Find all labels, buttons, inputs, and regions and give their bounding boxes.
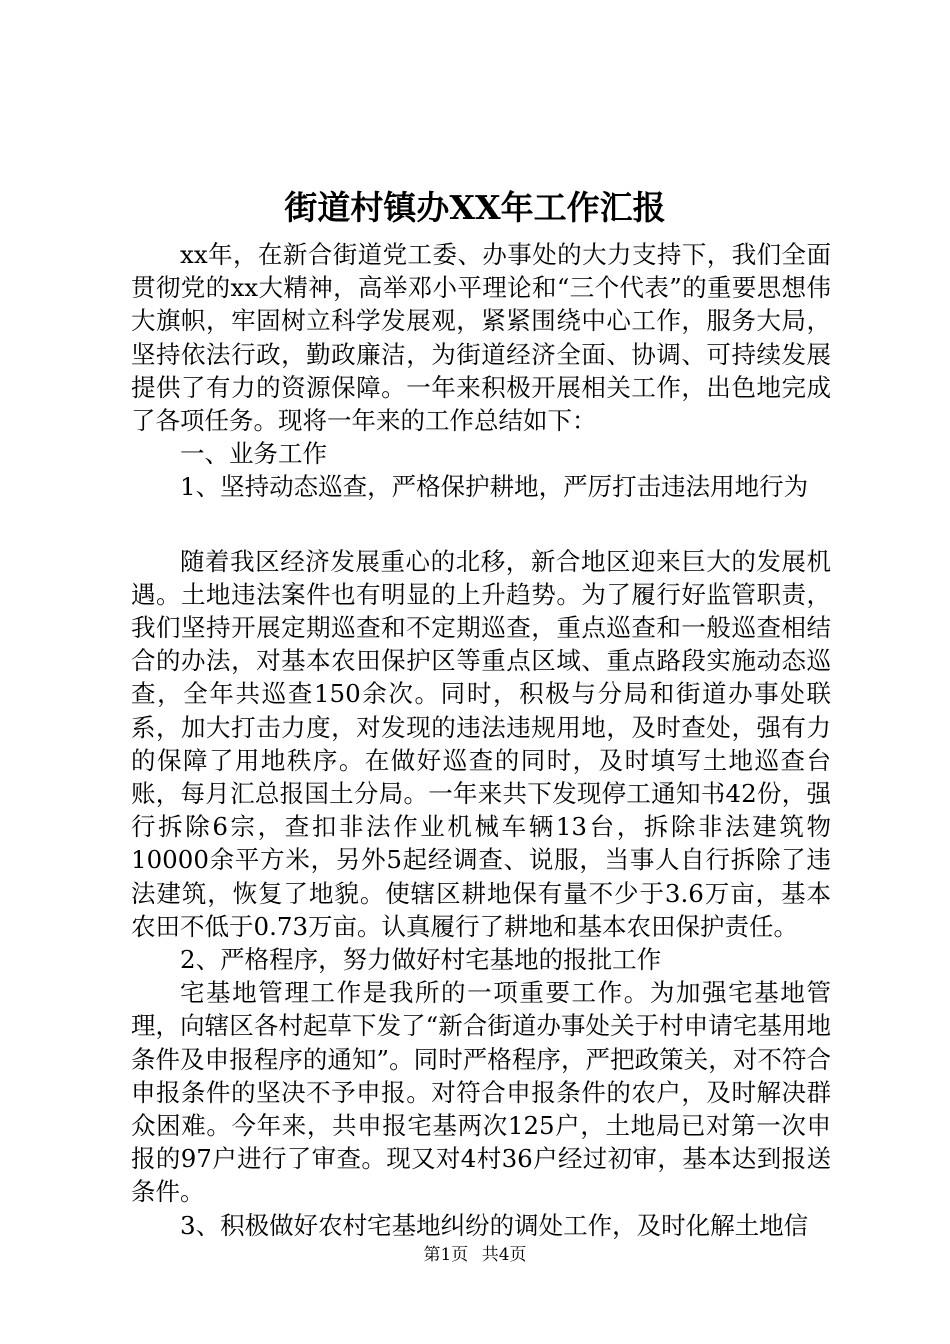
page-total: 共4页: [481, 1245, 527, 1265]
paragraph-homestead: 宅基地管理工作是我所的一项重要工作。为加强宅基地管理，向辖区各村起草下发了“新合街道办事处关于村申请宅基用地条件及申报程序的通知”。同时严格程序，严把政策关，对不符合申报条件的坚决不予申报。对符合申报条件的农户，及时解决群众困难。今年来，共申报宅基两次125户，土地局已对第一次申报的97户进行了审查。现又对4村36户经过初审，基本达到报送条件。: [131, 978, 831, 1207]
page-footer: [0, 1242, 950, 1268]
subheading-dispute-mediation: 3、积极做好农村宅基地纠纷的调处工作，及时化解土地信: [180, 1210, 809, 1240]
paragraph-patrol: 随着我区经济发展重心的北移，新合地区迎来巨大的发展机遇。土地违法案件也有明显的上升趋势。为了履行好监管职责，我们坚持开展定期巡查和不定期巡查，重点巡查和一般巡查相结合的办法，对基本农田保护区等重点区域、重点路段实施动态巡查，全年共巡查150余次。同时，积极与分局和街道办事处联系，加大打击力度，对发现的违法违规用地，及时查处，强有力的保障了用地秩序。在做好巡查的同时，及时填写土地巡查台账，每月汇总报国土分局。一年来共下发现停工通知书42份，强行拆除6宗，查扣非法作业机械车辆13台，拆除非法建筑物10000余平方米，另外5起经调查、说服，当事人自行拆除了违法建筑，恢复了地貌。使辖区耕地保有量不少于3.6万亩，基本农田不低于0.73万亩。认真履行了耕地和基本农田保护责任。: [131, 546, 831, 941]
document-body: [131, 238, 831, 1242]
subheading-homestead-approval: 2、严格程序，努力做好村宅基地的报批工作: [180, 945, 662, 975]
section-heading-business: 一、业务工作: [180, 439, 327, 469]
paragraph-intro: xx年，在新合街道党工委、办事处的大力支持下，我们全面贯彻党的xx大精神，高举邓小平理论和“三个代表”的重要思想伟大旗帜，牢固树立科学发展观，紧紧围绕中心工作，服务大局，坚持依法行政，勤政廉洁，为街道经济全面、协调、可持续发展提供了有力的资源保障。一年来积极开展相关工作，出色地完成了各项任务。现将一年来的工作总结如下：: [131, 240, 831, 436]
paragraph-gap: [131, 504, 831, 545]
subheading-patrol: 1、坚持动态巡查，严格保护耕地，严厉打击违法用地行为: [180, 472, 809, 502]
document-title: 街道村镇办XX年工作汇报: [284, 188, 666, 227]
page-number: 第1页: [423, 1245, 469, 1265]
